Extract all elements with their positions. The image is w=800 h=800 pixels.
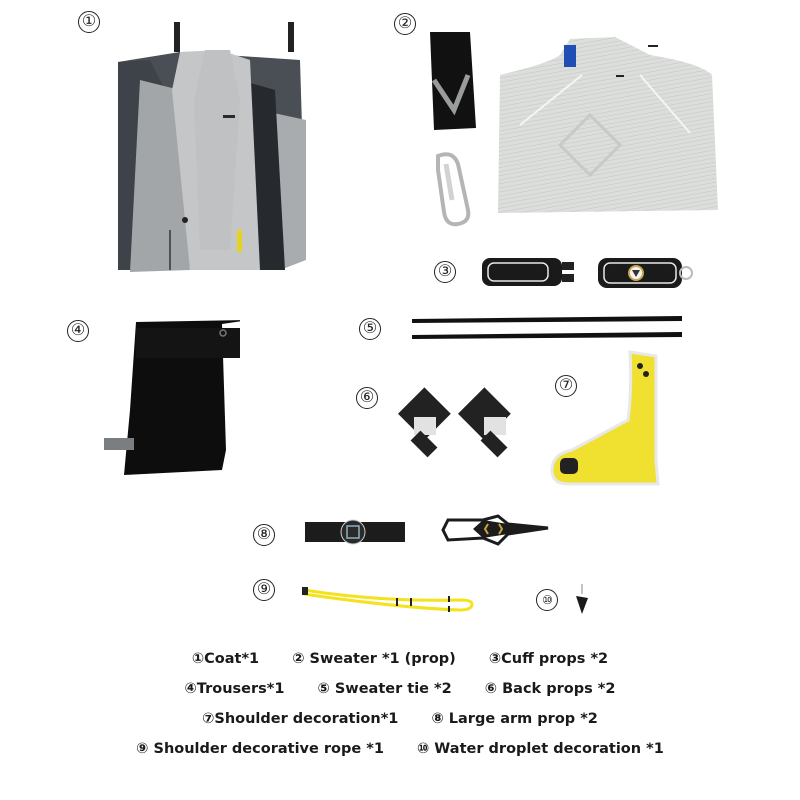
legend-shoulder-rope: ⑨ Shoulder decorative rope *1 [136,741,384,757]
legend-water-droplet: ⑩ Water droplet decoration *1 [416,741,664,757]
marker-8: ⑧ [253,524,275,546]
legend-row-3 [0,711,800,727]
legend-coat: ①Coat*1 [191,651,260,667]
legend-row-2 [0,681,800,697]
sweater-band-image [428,30,478,135]
legend-large-arm-prop: ⑧ Large arm prop *2 [431,711,598,727]
marker-9: ⑨ [253,579,275,601]
legend-trousers: ④Trousers*1 [184,681,285,697]
sweater-image [490,35,720,220]
shoulder-decoration-image [548,350,688,490]
legend-sweater: ② Sweater *1 (prop) [292,651,456,667]
marker-4: ④ [67,320,89,342]
sweater-tie-image [410,315,685,345]
water-droplet-decoration-image [572,582,592,617]
back-props-image [398,385,528,460]
legend-cuff-props: ③Cuff props *2 [488,651,609,667]
marker-5: ⑤ [359,318,381,340]
legend-row-1 [0,651,800,667]
large-arm-prop-image [303,512,553,557]
sweater-clip-image [428,150,478,230]
marker-2: ② [394,13,416,35]
marker-7: ⑦ [555,375,577,397]
cuff-props-image [480,254,700,290]
marker-3: ③ [434,261,456,283]
shoulder-decorative-rope-image [300,584,480,614]
legend-back-props: ⑥ Back props *2 [484,681,616,697]
legend-sweater-tie: ⑤ Sweater tie *2 [317,681,452,697]
legend-row-4 [0,741,800,757]
legend-shoulder-decoration: ⑦Shoulder decoration*1 [202,711,399,727]
marker-6: ⑥ [356,387,378,409]
coat-image [110,20,310,280]
trousers-image [100,310,240,480]
marker-1: ① [78,11,100,33]
marker-10: ⑩ [536,589,558,611]
